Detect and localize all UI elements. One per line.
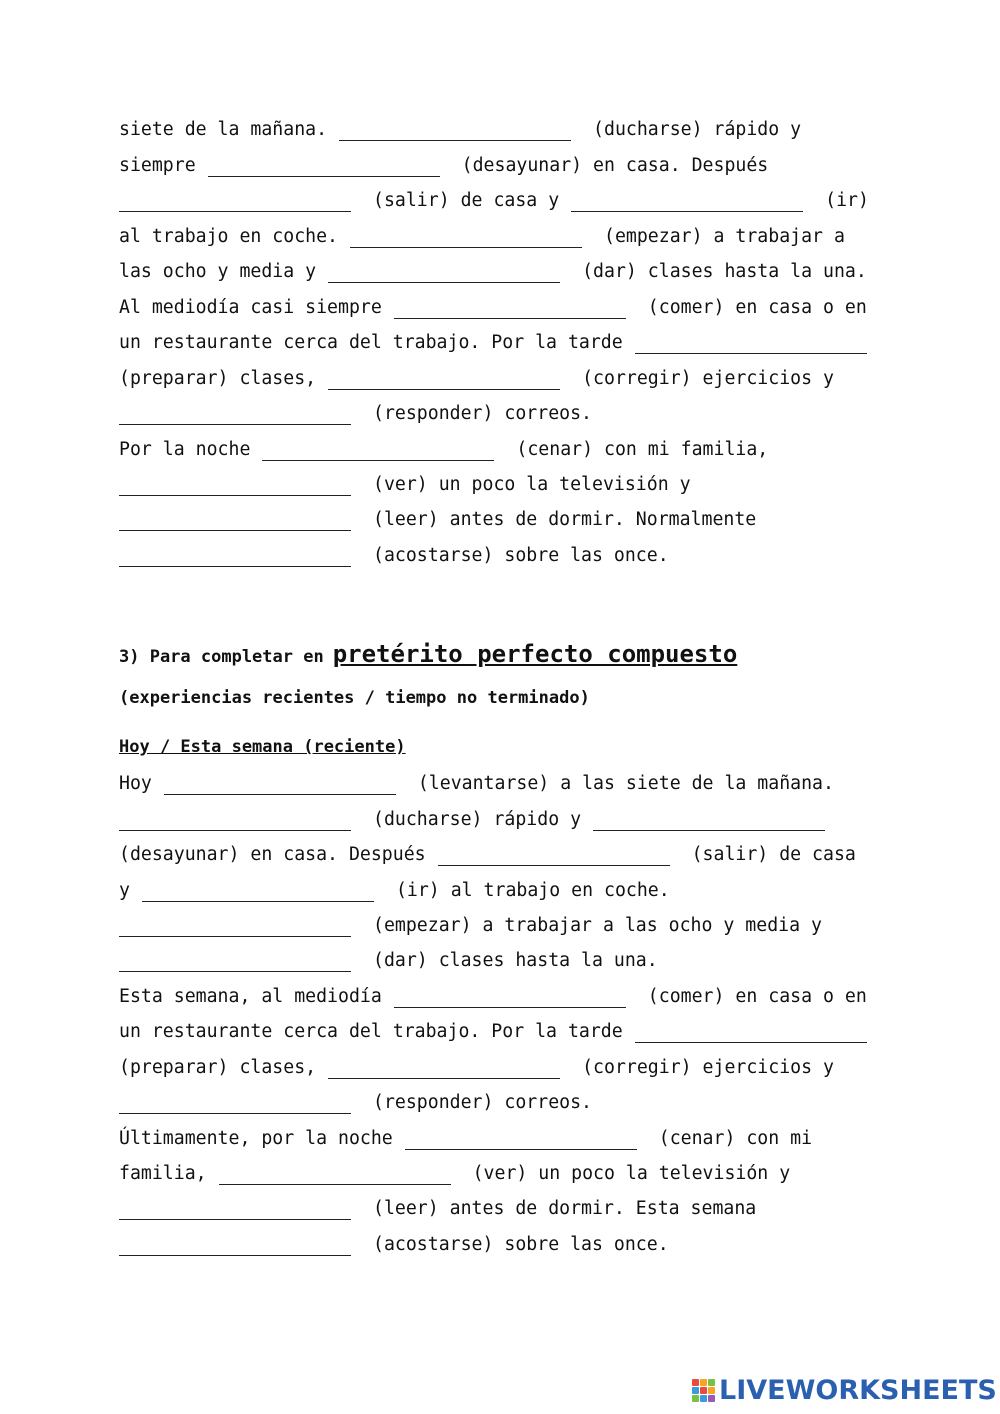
line-text: (empezar) a trabajar a las ocho y media y xyxy=(373,915,822,936)
line-text: (corregir) ejercicios y xyxy=(582,368,834,389)
exercise-line xyxy=(119,1017,879,1047)
line-text: al trabajo en coche. xyxy=(119,226,338,247)
answer-blank[interactable] xyxy=(119,186,351,216)
exercise-line xyxy=(119,541,879,571)
exercise-line xyxy=(119,1230,879,1260)
answer-blank[interactable] xyxy=(142,876,374,906)
exercise-line xyxy=(119,257,879,287)
exercise-line xyxy=(119,876,879,906)
line-text: (responder) correos. xyxy=(373,1092,592,1113)
line-text: siete de la mañana. xyxy=(119,119,328,140)
line-text: (dar) clases hasta la una. xyxy=(373,950,658,971)
exercise-line xyxy=(119,769,879,799)
exercise-line xyxy=(119,1194,879,1224)
answer-blank[interactable] xyxy=(328,1053,560,1083)
line-text: (ver) un poco la televisión y xyxy=(472,1163,791,1184)
exercise-line xyxy=(119,470,879,500)
answer-blank[interactable] xyxy=(571,186,803,216)
section-3-heading-prefix: 3) Para completar en xyxy=(119,647,324,667)
answer-blank[interactable] xyxy=(350,222,582,252)
exercise-line xyxy=(119,186,879,216)
answer-blank[interactable] xyxy=(405,1124,637,1154)
exercise-line xyxy=(119,1088,879,1118)
line-text: Esta semana, al mediodía xyxy=(119,986,382,1007)
line-text: (empezar) a trabajar a xyxy=(604,226,845,247)
exercise-line xyxy=(119,399,879,429)
line-text: (leer) antes de dormir. Normalmente xyxy=(373,509,757,530)
section-3-subheading: (experiencias recientes / tiempo no terminado) xyxy=(119,688,590,708)
line-text: (leer) antes de dormir. Esta semana xyxy=(373,1198,757,1219)
line-text: (comer) en casa o en xyxy=(647,297,867,318)
logo-grid-icon xyxy=(692,1379,715,1402)
line-text: (acostarse) sobre las once. xyxy=(373,1234,669,1255)
line-text: (ir) xyxy=(825,190,869,211)
line-text: (responder) correos. xyxy=(373,403,592,424)
line-text: las ocho y media y xyxy=(119,261,317,282)
exercise-line xyxy=(119,805,879,835)
exercise-line xyxy=(119,1053,879,1083)
answer-blank[interactable] xyxy=(119,911,351,941)
answer-blank[interactable] xyxy=(119,805,351,835)
answer-blank[interactable] xyxy=(328,364,560,394)
line-text: (cenar) con mi familia, xyxy=(516,439,769,460)
answer-blank[interactable] xyxy=(328,257,560,287)
liveworksheets-logo xyxy=(692,1373,997,1407)
line-text: (ir) al trabajo en coche. xyxy=(395,880,670,901)
section-3-heading xyxy=(119,640,737,668)
answer-blank[interactable] xyxy=(119,1230,351,1260)
answer-blank[interactable] xyxy=(635,1017,867,1047)
line-text: (cenar) con mi xyxy=(658,1128,813,1149)
line-text: (preparar) clases, xyxy=(119,368,317,389)
exercise-line xyxy=(119,1159,879,1189)
exercise-line xyxy=(119,151,879,181)
line-text: un restaurante cerca del trabajo. Por la tarde xyxy=(119,332,623,353)
exercise-line xyxy=(119,293,879,323)
answer-blank[interactable] xyxy=(262,435,494,465)
line-text: familia, xyxy=(119,1163,207,1184)
line-text: (ducharse) rápido y xyxy=(373,809,582,830)
exercise-line xyxy=(119,505,879,535)
line-text: (acostarse) sobre las once. xyxy=(373,545,669,566)
answer-blank[interactable] xyxy=(119,1194,351,1224)
exercise-line xyxy=(119,982,879,1012)
line-text: Por la noche xyxy=(119,439,251,460)
answer-blank[interactable] xyxy=(394,293,626,323)
logo-text: LIVEWORKSHEETS xyxy=(719,1374,997,1406)
answer-blank[interactable] xyxy=(119,505,351,535)
line-text: (salir) de casa xyxy=(691,844,856,865)
exercise-line xyxy=(119,911,879,941)
exercise-line xyxy=(119,364,879,394)
line-text: un restaurante cerca del trabajo. Por la tarde xyxy=(119,1021,623,1042)
answer-blank[interactable] xyxy=(219,1159,451,1189)
line-text: Hoy xyxy=(119,773,152,794)
answer-blank[interactable] xyxy=(438,840,670,870)
answer-blank[interactable] xyxy=(164,769,396,799)
exercise-line xyxy=(119,328,879,358)
tense-title: pretérito perfecto compuesto xyxy=(332,640,738,668)
line-text: (corregir) ejercicios y xyxy=(582,1057,834,1078)
line-text: (salir) de casa y xyxy=(373,190,560,211)
exercise-line xyxy=(119,946,879,976)
line-text: y xyxy=(119,880,130,901)
answer-blank[interactable] xyxy=(119,946,351,976)
exercise-line xyxy=(119,435,879,465)
answer-blank[interactable] xyxy=(119,1088,351,1118)
answer-blank[interactable] xyxy=(593,805,825,835)
line-text: Al mediodía casi siempre xyxy=(119,297,382,318)
line-text: siempre xyxy=(119,155,196,176)
exercise-line xyxy=(119,115,879,145)
line-text: (desayunar) en casa. Después xyxy=(461,155,769,176)
line-text: (ducharse) rápido y xyxy=(593,119,802,140)
answer-blank[interactable] xyxy=(394,982,626,1012)
line-text: (preparar) clases, xyxy=(119,1057,317,1078)
answer-blank[interactable] xyxy=(119,541,351,571)
answer-blank[interactable] xyxy=(208,151,440,181)
line-text: (desayunar) en casa. Después xyxy=(119,844,426,865)
exercise-line xyxy=(119,840,879,870)
line-text: (ver) un poco la televisión y xyxy=(373,474,691,495)
answer-blank[interactable] xyxy=(635,328,867,358)
answer-blank[interactable] xyxy=(119,470,351,500)
answer-blank[interactable] xyxy=(119,399,351,429)
exercise-line xyxy=(119,1124,879,1154)
section-3-subtitle: Hoy / Esta semana (reciente) xyxy=(119,737,406,757)
answer-blank[interactable] xyxy=(339,115,571,145)
line-text: (levantarse) a las siete de la mañana. xyxy=(417,773,834,794)
exercise-line xyxy=(119,222,879,252)
line-text: (comer) en casa o en xyxy=(647,986,867,1007)
line-text: Últimamente, por la noche xyxy=(119,1128,393,1149)
line-text: (dar) clases hasta la una. xyxy=(582,261,867,282)
